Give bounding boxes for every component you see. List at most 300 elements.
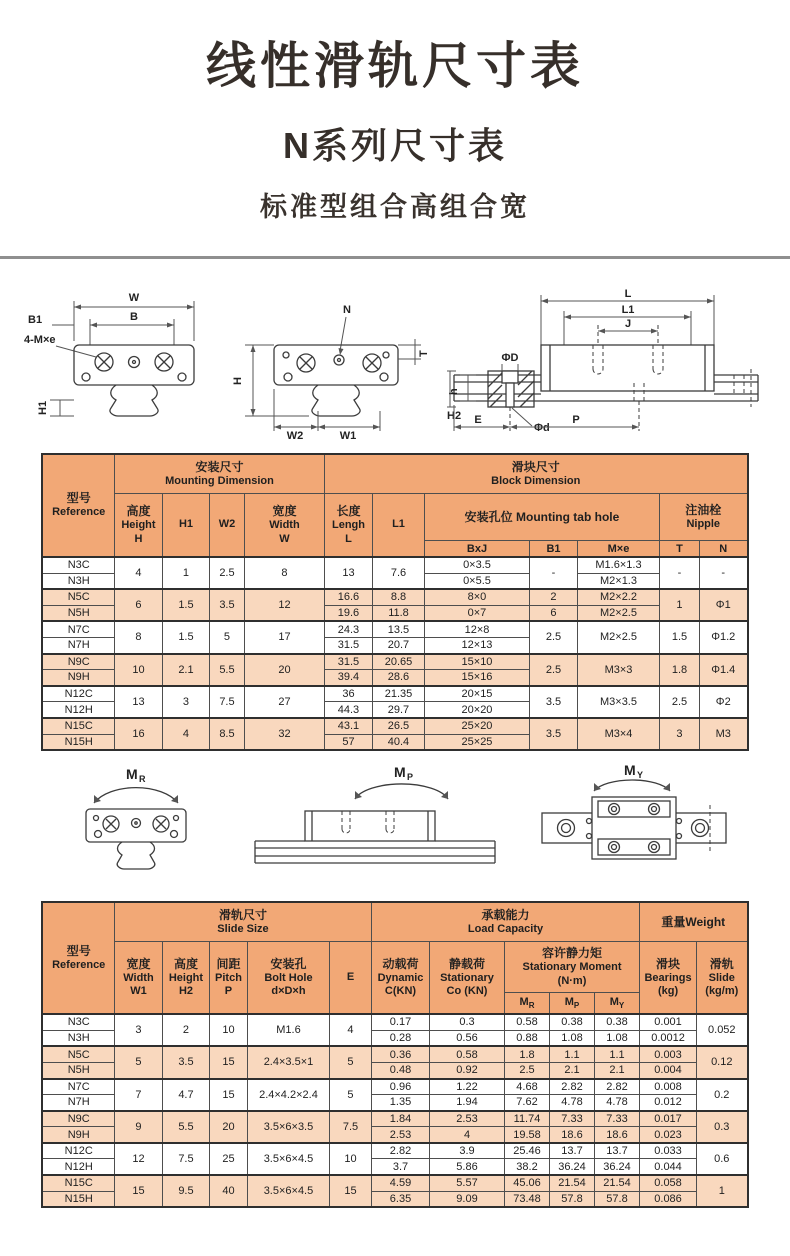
table-cell: 0.044 [640,1159,697,1175]
table-cell: 4.59 [372,1175,430,1191]
svg-text:J: J [624,318,632,330]
table-cell: 73.48 [505,1191,550,1207]
col-w1: 宽度 Width W1 [114,942,162,1015]
svg-text:N: N [343,304,351,316]
table-cell: 3 [162,686,209,718]
table-cell: M1.6 [247,1014,329,1046]
table-cell: 57 [324,734,372,750]
col-slide-weight: 滑轨 Slide (kg/m) [697,942,748,1015]
table-cell: N9H [42,670,114,686]
table-cell: 7.5 [329,1111,371,1143]
table-cell: 36.24 [595,1159,640,1175]
table-cell: 4 [430,1127,505,1143]
table-cell: 1.5 [659,621,699,653]
table-cell: 21.35 [372,686,424,702]
table2-body [42,1014,747,1207]
type-subtitle: 标准型组合高组合宽 [260,192,530,222]
table-cell: 11.8 [372,605,424,621]
table-cell: 10 [209,1014,247,1046]
table-cell: N7H [42,1095,114,1111]
table-cell: 3 [114,1014,162,1046]
col-stationary: 静载荷 Stationary Co (KN) [430,942,505,1015]
block-top [587,797,682,859]
table-cell: 5.86 [430,1159,505,1175]
table-cell: 13.5 [372,621,424,637]
table-cell: 45.06 [505,1175,550,1191]
table-cell: 0.017 [640,1111,697,1127]
dimension-phi-d-top [502,352,519,371]
table-cell: 3.5 [529,718,577,750]
table-cell: 20.65 [372,654,424,670]
table-cell: 2.1 [550,1062,595,1078]
table-cell: 2.5 [209,557,244,589]
table-cell: N5C [42,589,114,605]
table-cell: 13 [324,557,372,589]
table-cell: 1.35 [372,1095,430,1111]
col-mr: $M_R$ [505,993,550,1015]
table-cell: 0×3.5 [424,557,529,573]
table-cell: N12C [42,686,114,702]
table-cell: 0.033 [640,1143,697,1159]
block-outline [274,345,398,385]
table-cell: 3.7 [372,1159,430,1175]
table-cell: 9 [114,1111,162,1143]
group-weight: 重量Weight [640,902,748,942]
table-cell: 0.28 [372,1030,430,1046]
table-cell: 24.3 [324,621,372,637]
col-bearings: 滑块 Bearings (kg) [640,942,697,1015]
table-row [42,621,747,637]
table-cell: 0.6 [697,1143,748,1175]
table-cell: 7.33 [550,1111,595,1127]
table-cell: 3.5×6×4.5 [247,1175,329,1207]
svg-text:M: M [394,764,406,781]
svg-text:M: M [624,762,636,779]
rail-profile [117,842,155,869]
table-cell: 2.53 [372,1127,430,1143]
col-l1: L1 [372,494,424,558]
table-cell: 2.1 [162,654,209,686]
table-cell: 0.086 [640,1191,697,1207]
table-cell: 8×0 [424,589,529,605]
moment-mp-arrow [355,784,448,799]
table-row [42,686,747,702]
table-cell: 8.8 [372,589,424,605]
table-cell: 0.008 [640,1079,697,1095]
rail-side [255,841,495,863]
table-cell: 4 [162,718,209,750]
svg-text:E: E [474,414,482,426]
table-cell: 15×16 [424,670,529,686]
dimension-h1 [37,400,74,416]
table-cell: 0.92 [430,1062,505,1078]
table-cell: 17 [244,621,324,653]
table-cell: 0.12 [697,1046,748,1078]
dimension-w2-w1 [274,389,380,439]
moment-my-drawing [534,761,734,887]
table-cell: 4 [329,1014,371,1046]
table-cell: N12H [42,702,114,718]
table-cell: N3H [42,1030,114,1046]
table-cell: 8.5 [209,718,244,750]
table-cell: 36 [324,686,372,702]
col-width: 宽度 Width W [244,494,324,558]
series-subtitle: N系列尺寸表 [283,125,507,166]
table-cell: 31.5 [324,637,372,653]
dimension-b1 [28,314,74,326]
table-cell: 43.1 [324,718,372,734]
table-cell: 1.1 [550,1046,595,1062]
table-cell: 6 [529,605,577,621]
table-cell: 3.5 [162,1046,209,1078]
table-cell: 25 [209,1143,247,1175]
table-cell: N15H [42,1191,114,1207]
table-cell: N9C [42,654,114,670]
table-cell: 20 [244,654,324,686]
table-cell: 4.78 [550,1095,595,1111]
drawing-front-view-middle [229,287,434,439]
table-cell: 0.56 [430,1030,505,1046]
table-cell: 1.8 [505,1046,550,1062]
table-cell: 12 [114,1143,162,1175]
table-cell: 2.1 [595,1062,640,1078]
table-cell: 7.5 [162,1143,209,1175]
table-cell: 0.0012 [640,1030,697,1046]
table-cell: N12C [42,1143,114,1159]
table-cell: 0.2 [697,1079,748,1111]
table-cell: 7.33 [595,1111,640,1127]
group-block-dimension: 滑块尺寸 Block Dimension [324,454,747,494]
section-divider [0,256,790,259]
moment-mr-drawing [56,761,216,887]
table-cell: 1.22 [430,1079,505,1095]
table-cell: 7 [114,1079,162,1111]
col-mp: $M_P$ [550,993,595,1015]
table-cell: 3.5×6×4.5 [247,1143,329,1175]
table-cell: 25×25 [424,734,529,750]
rail-profile [312,385,360,416]
table-cell: 0.003 [640,1046,697,1062]
table-cell: Φ1 [699,589,747,621]
table-cell: 1.08 [595,1030,640,1046]
svg-text:h: h [448,388,460,395]
table-cell: 15 [209,1079,247,1111]
table-cell: 0.58 [505,1014,550,1030]
group-nipple: 注油栓 Nipple [659,494,747,541]
table-cell: - [529,557,577,589]
col-pitch: 间距 Pitch P [209,942,247,1015]
block-side-outline [541,345,714,401]
table-cell: 6.35 [372,1191,430,1207]
block-front [86,809,186,842]
col-n: N [699,541,747,558]
table-cell: 5 [114,1046,162,1078]
table-row [42,1111,747,1127]
svg-text:B1: B1 [28,314,43,326]
moment-mr-arrow [94,788,178,803]
table-cell: 1.84 [372,1111,430,1127]
table-cell: 13.7 [550,1143,595,1159]
table-cell: 2.53 [430,1111,505,1127]
table-cell: 2.82 [595,1079,640,1095]
svg-text:P: P [407,772,414,783]
dimension-e-p [454,401,639,431]
table-cell: 7.6 [372,557,424,589]
table-cell: 19.58 [505,1127,550,1143]
rail-profile [110,385,158,416]
table-cell: 20×20 [424,702,529,718]
table-cell: M2×1.3 [577,573,659,589]
table-cell: 3.5×6×3.5 [247,1111,329,1143]
dimension-drawings [0,285,790,439]
table-cell: 2.4×4.2×2.4 [247,1079,329,1111]
table1-header [42,454,747,557]
slide-size-load-capacity-table [41,901,748,1208]
table-cell: 0×7 [424,605,529,621]
table-cell: 2.82 [550,1079,595,1095]
table-cell: 32 [244,718,324,750]
table-cell: N12H [42,1159,114,1175]
table-cell: 28.6 [372,670,424,686]
table-cell: 0.023 [640,1127,697,1143]
table-cell: 15×10 [424,654,529,670]
table-cell: 9.09 [430,1191,505,1207]
dimension-phi-d-bottom [512,408,550,434]
svg-text:B: B [130,311,138,323]
table-cell: 15 [209,1046,247,1078]
table-cell: 0.052 [697,1014,748,1046]
table-cell: 1 [697,1175,748,1207]
table-cell: N15H [42,734,114,750]
table-cell: 4.68 [505,1079,550,1095]
table-cell: 25.46 [505,1143,550,1159]
table-cell: 15 [114,1175,162,1207]
table-cell: 27 [244,686,324,718]
table-cell: 2.82 [372,1143,430,1159]
table-cell: 2.5 [659,686,699,718]
table-cell: N5C [42,1046,114,1062]
table-cell: 16.6 [324,589,372,605]
table-cell: 9.5 [162,1175,209,1207]
mounting-block-dimension-table [41,453,748,751]
col-h2: 高度 Height H2 [162,942,209,1015]
svg-text:H: H [232,377,244,385]
table-cell: 20 [209,1111,247,1143]
table-cell: 40.4 [372,734,424,750]
table-cell: 0.36 [372,1046,430,1062]
table-cell: 0.48 [372,1062,430,1078]
svg-text:ΦD: ΦD [501,352,519,364]
table1-body [42,557,747,750]
table-cell: 13.7 [595,1143,640,1159]
table-cell: 29.7 [372,702,424,718]
table-cell: 5.5 [209,654,244,686]
group-mounting-dimension: 安装尺寸 Mounting Dimension [114,454,324,494]
table-cell: 2.5 [529,654,577,686]
table-cell: 36.24 [550,1159,595,1175]
svg-text:W1: W1 [339,430,357,439]
dimension-j [598,318,658,345]
table-cell: 4.78 [595,1095,640,1111]
svg-text:4-M×e: 4-M×e [24,334,56,346]
table-cell: 7.5 [209,686,244,718]
table-cell: 3.9 [430,1143,505,1159]
moment-mr-label [126,766,146,784]
dimension-t [398,339,430,365]
table-cell: 3.5 [529,686,577,718]
table-cell: 19.6 [324,605,372,621]
table-cell: Φ2 [699,686,747,718]
table-cell: 6 [114,589,162,621]
table-cell: M3×3 [577,654,659,686]
svg-text:H2: H2 [447,410,462,422]
svg-text:Φd: Φd [534,422,550,434]
table-cell: 0.3 [697,1111,748,1143]
svg-text:W: W [128,292,140,304]
table-cell: 0.012 [640,1095,697,1111]
col-dynamic: 动载荷 Dynamic C(KN) [372,942,430,1015]
table-cell: 20×15 [424,686,529,702]
table-cell: 0.058 [640,1175,697,1191]
table-cell: 0.38 [550,1014,595,1030]
table-row [42,1079,747,1095]
table-cell: 1.5 [162,621,209,653]
moment-mp-drawing [250,761,500,887]
table-cell: 0.17 [372,1014,430,1030]
svg-text:W2: W2 [286,430,304,439]
svg-text:P: P [572,414,580,426]
table-cell: 16 [114,718,162,750]
table-cell: M3 [699,718,747,750]
table-cell: 20.7 [372,637,424,653]
table-cell: N15C [42,718,114,734]
table-cell: 10 [114,654,162,686]
col-height: 高度 Height H [114,494,162,558]
table-cell: 57.8 [550,1191,595,1207]
table-cell: Φ1.4 [699,654,747,686]
table-row [42,1143,747,1159]
col-mxe: M×e [577,541,659,558]
table-cell: 4.7 [162,1079,209,1111]
table-cell: M3×3.5 [577,686,659,718]
col-t: T [659,541,699,558]
table-cell: N7H [42,637,114,653]
table-cell: 1.08 [550,1030,595,1046]
table-cell: 1 [659,589,699,621]
table-cell: 18.6 [595,1127,640,1143]
col-h1: H1 [162,494,209,558]
table-cell: 0.3 [430,1014,505,1030]
table-cell: 0.38 [595,1014,640,1030]
table-cell: 26.5 [372,718,424,734]
table-cell: N7C [42,621,114,637]
block-outline [74,345,194,385]
col-bolt-hole: 安装孔 Bolt Hole d×D×h [247,942,329,1015]
table-cell: N9C [42,1111,114,1127]
table-cell: 7.62 [505,1095,550,1111]
moment-mp-label [394,764,413,782]
svg-text:L1: L1 [621,304,635,316]
col-reference: 型号 Reference [42,454,114,557]
label-n [339,304,352,355]
table-cell: 1.5 [162,589,209,621]
table-cell: 5 [329,1079,371,1111]
svg-text:R: R [139,774,146,785]
table-row [42,654,747,670]
table-cell: 2.5 [529,621,577,653]
table-cell: 18.6 [550,1127,595,1143]
table-cell: M1.6×1.3 [577,557,659,573]
table-cell: M2×2.5 [577,621,659,653]
svg-text:T: T [418,350,430,357]
table-cell: 0.004 [640,1062,697,1078]
table-cell: 5 [329,1046,371,1078]
table-cell: 8 [114,621,162,653]
table-cell: 15 [329,1175,371,1207]
table-cell: 2.5 [505,1062,550,1078]
table-cell: 0.88 [505,1030,550,1046]
group-slide-size: 滑轨尺寸 Slide Size [114,902,371,942]
table-cell: 12 [244,589,324,621]
table2-header [42,902,747,1014]
page-title: 线性滑轨尺寸表 [206,38,584,94]
group-load-capacity: 承载能力 Load Capacity [372,902,640,942]
table-row [42,1175,747,1191]
table-cell: 12×13 [424,637,529,653]
table-cell: N15C [42,1175,114,1191]
table-cell: 1.1 [595,1046,640,1062]
col-my: $M_Y$ [595,993,640,1015]
col-length: 长度 Lengh L [324,494,372,558]
table-cell: 2 [529,589,577,605]
table-cell: 25×20 [424,718,529,734]
table-cell: 38.2 [505,1159,550,1175]
table-cell: 21.54 [595,1175,640,1191]
table-cell: 5.5 [162,1111,209,1143]
table-cell: M2×2.5 [577,605,659,621]
dimension-h-rail [448,375,476,401]
group-stationary-moment: 容许静力矩 Stationary Moment (N·m) [505,942,640,993]
drawing-side-view-right [446,287,768,439]
table-cell: - [659,557,699,589]
table-cell: 57.8 [595,1191,640,1207]
table-cell: N3H [42,573,114,589]
svg-text:Y: Y [637,770,644,781]
table-cell: N5H [42,605,114,621]
table-row [42,589,747,605]
table-cell: 39.4 [324,670,372,686]
table-cell: N7C [42,1079,114,1095]
block-side [305,811,435,841]
table-cell: N5H [42,1062,114,1078]
col-w2: W2 [209,494,244,558]
table-cell: 40 [209,1175,247,1207]
drawing-front-view-left [22,287,217,439]
table-cell: 3.5 [209,589,244,621]
col-reference: 型号 Reference [42,902,114,1014]
table-cell: Φ1.2 [699,621,747,653]
table-cell: 4 [114,557,162,589]
moment-my-arrow [594,780,670,791]
table-cell: N3C [42,1014,114,1030]
table-cell: - [699,557,747,589]
table-row [42,1046,747,1062]
svg-text:M: M [126,766,138,783]
table-cell: 21.54 [550,1175,595,1191]
table-cell: 0.58 [430,1046,505,1062]
table-cell: 31.5 [324,654,372,670]
group-mounting-tab-hole: 安装孔位 Mounting tab hole [424,494,659,541]
